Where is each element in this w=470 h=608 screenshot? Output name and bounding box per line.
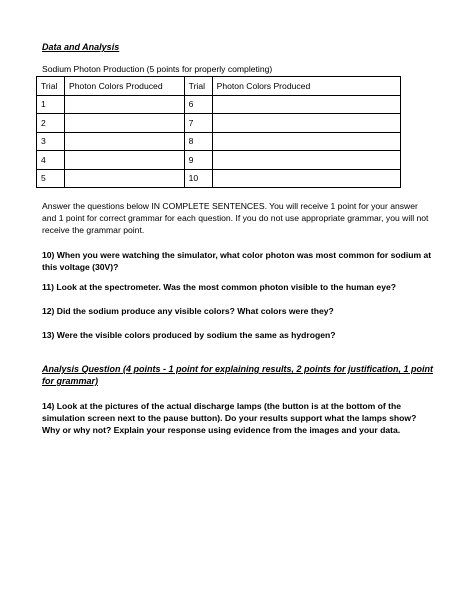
trial-number-cell: 7	[184, 114, 212, 133]
trial-number-cell: 2	[37, 114, 65, 133]
section-title: Data and Analysis	[42, 42, 120, 52]
photon-colors-cell[interactable]	[212, 132, 400, 151]
question-12: 12) Did the sodium produce any visible colors? What colors were they?	[42, 306, 334, 316]
trial-number-cell: 10	[184, 169, 212, 188]
table-row	[37, 132, 401, 151]
photon-colors-cell[interactable]	[64, 151, 184, 170]
photon-colors-cell[interactable]	[64, 114, 184, 133]
photon-colors-cell[interactable]	[212, 95, 400, 114]
table-header-cell: Photon Colors Produced	[212, 77, 400, 96]
table-row	[37, 169, 401, 188]
trial-number-cell: 6	[184, 95, 212, 114]
instructions-paragraph: Answer the questions below IN COMPLETE SENTENCES. You will receive 1 point for your answer and 1 point for correct grammar for each question. If you do not use appropriate grammar, you will not receive the grammar point.	[42, 201, 429, 235]
table-caption: Sodium Photon Production (5 points for properly completing)	[42, 64, 273, 74]
photon-colors-cell[interactable]	[64, 132, 184, 151]
question-14: 14) Look at the pictures of the actual discharge lamps (the button is at the bottom of the simulation screen next to the pause button). Do your results support what the lamps show? Why or why not? Explain your response using evidence from the images and your data.	[42, 401, 417, 435]
table-header-cell: Trial	[184, 77, 212, 96]
trial-number-cell: 9	[184, 151, 212, 170]
table-row	[37, 151, 401, 170]
photon-colors-cell[interactable]	[64, 95, 184, 114]
photon-colors-cell[interactable]	[64, 169, 184, 188]
trial-number-cell: 8	[184, 132, 212, 151]
question-13: 13) Were the visible colors produced by sodium the same as hydrogen?	[42, 330, 336, 340]
table-header-row	[37, 77, 401, 96]
sodium-photon-table	[36, 76, 401, 188]
trial-number-cell: 1	[37, 95, 65, 114]
question-10: 10) When you were watching the simulator, what color photon was most common for sodium at this voltage (30V)?	[42, 250, 432, 272]
photon-colors-cell[interactable]	[212, 169, 400, 188]
table-row	[37, 114, 401, 133]
trial-number-cell: 5	[37, 169, 65, 188]
trial-number-cell: 3	[37, 132, 65, 151]
table-header-cell: Photon Colors Produced	[64, 77, 184, 96]
question-11: 11) Look at the spectrometer. Was the most common photon visible to the human eye?	[42, 282, 396, 292]
analysis-heading: Analysis Question (4 points - 1 point for explaining results, 2 points for justification, 1 point for grammar)	[42, 364, 434, 386]
photon-colors-cell[interactable]	[212, 114, 400, 133]
trial-number-cell: 4	[37, 151, 65, 170]
table-header-cell: Trial	[37, 77, 65, 96]
table-row	[37, 95, 401, 114]
photon-colors-cell[interactable]	[212, 151, 400, 170]
